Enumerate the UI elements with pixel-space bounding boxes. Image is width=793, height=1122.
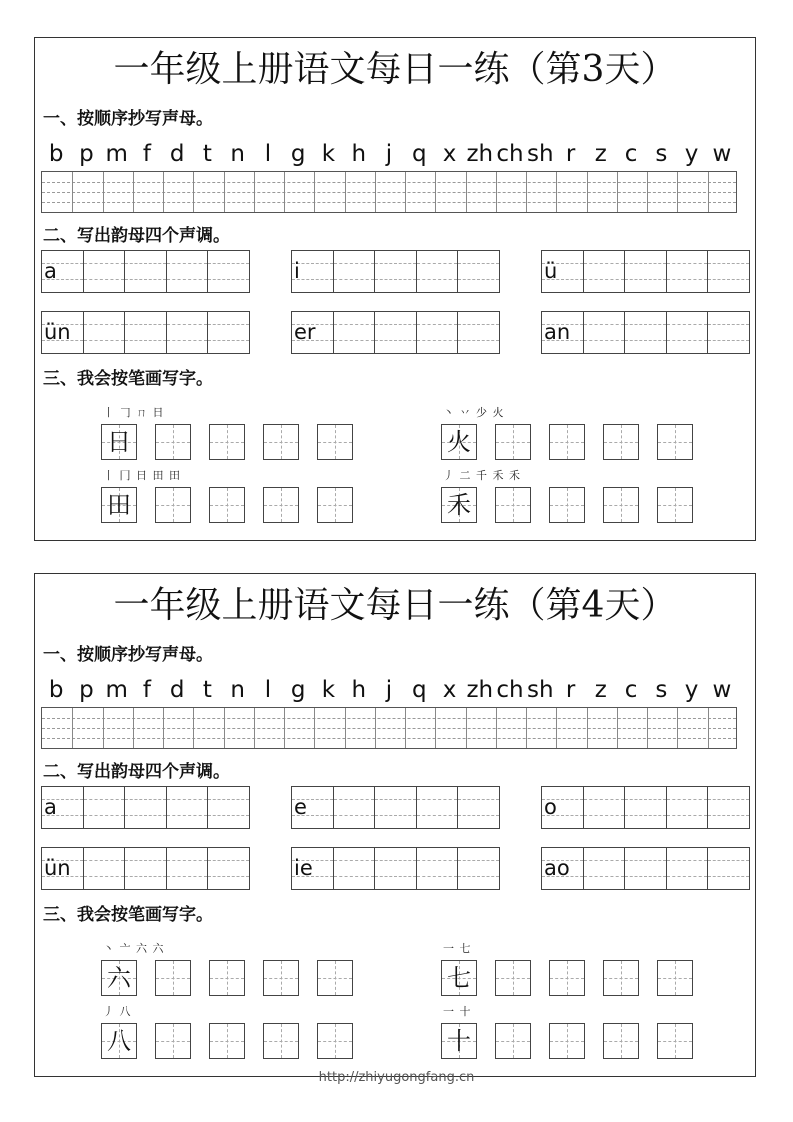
stroke-order-hint: 丶 丷 少 火 [443, 406, 505, 419]
character-practice-row [441, 424, 693, 462]
initial-letter: n [230, 141, 245, 167]
initial-letter: r [565, 677, 576, 703]
practice-box[interactable] [209, 424, 245, 460]
character-practice-row [441, 487, 693, 525]
practice-box[interactable] [155, 1023, 191, 1059]
worksheet-title: 一年级上册语文每日一练（第4天） [113, 585, 677, 626]
practice-box[interactable] [603, 1023, 639, 1059]
stroke-order-hint: 丶 亠 六 六 [103, 942, 165, 955]
initial-letter: c [624, 677, 638, 703]
model-character: 禾 [447, 491, 471, 519]
practice-box[interactable] [657, 960, 693, 996]
writing-cell[interactable] [207, 848, 249, 889]
practice-box[interactable] [657, 487, 693, 523]
writing-cell[interactable] [583, 251, 625, 292]
guide-line [42, 192, 736, 193]
model-character-box [101, 424, 137, 460]
section-2-heading: 二、写出韵母四个声调。 [43, 762, 230, 782]
model-character-box [101, 487, 137, 523]
column-divider [193, 708, 194, 748]
section-3-heading: 三、我会按笔画写字。 [43, 369, 213, 389]
column-divider [466, 172, 467, 212]
writing-cell[interactable] [124, 251, 166, 292]
initial-letter: g [290, 141, 306, 167]
writing-cell[interactable] [416, 787, 458, 828]
writing-cell[interactable] [166, 312, 208, 353]
writing-cell[interactable] [333, 787, 375, 828]
initial-letter: q [411, 677, 427, 703]
initial-letter: y [684, 141, 699, 167]
column-divider [496, 172, 497, 212]
practice-box[interactable] [495, 487, 531, 523]
model-character: 七 [447, 964, 471, 992]
model-character: 火 [447, 428, 471, 456]
initial-letter: d [169, 141, 185, 167]
writing-cell[interactable] [542, 787, 583, 828]
column-divider [133, 172, 134, 212]
column-divider [72, 172, 73, 212]
writing-cell[interactable] [333, 251, 375, 292]
model-character: 六 [107, 964, 131, 992]
initial-letter: zh [466, 141, 494, 167]
column-divider [556, 172, 557, 212]
initials-writing-lines[interactable] [41, 171, 737, 213]
model-character-box [441, 1023, 477, 1059]
writing-cell[interactable] [666, 251, 708, 292]
writing-cell[interactable] [292, 848, 333, 889]
vowel-label: ü [544, 259, 558, 283]
writing-cell[interactable] [207, 312, 249, 353]
guide-line [42, 202, 736, 203]
vowel-tone-grid[interactable] [541, 847, 750, 890]
writing-cell[interactable] [124, 787, 166, 828]
vowel-tone-grid[interactable] [41, 786, 250, 829]
column-divider [72, 708, 73, 748]
writing-cell[interactable] [583, 848, 625, 889]
practice-box[interactable] [317, 424, 353, 460]
worksheet-day-4 [34, 573, 756, 1077]
writing-cell[interactable] [42, 787, 83, 828]
vowel-label: ün [44, 320, 71, 344]
initial-letter: w [712, 141, 732, 167]
writing-cell[interactable] [624, 251, 666, 292]
practice-box[interactable] [155, 487, 191, 523]
writing-cell[interactable] [124, 312, 166, 353]
initial-letter: p [79, 677, 94, 703]
column-divider [345, 708, 346, 748]
footer-url: http://zhiyugongfang.cn [318, 1070, 475, 1085]
vowel-tone-grid[interactable] [291, 786, 500, 829]
column-divider [435, 708, 436, 748]
writing-cell[interactable] [707, 787, 749, 828]
initial-letter: z [594, 677, 607, 703]
vowel-label: a [44, 795, 57, 819]
column-divider [375, 172, 376, 212]
column-divider [587, 708, 588, 748]
stroke-order-hint: 一 十 [443, 1005, 472, 1018]
vowel-label: e [294, 795, 307, 819]
model-character-box [441, 424, 477, 460]
column-divider [708, 172, 709, 212]
writing-cell[interactable] [292, 787, 333, 828]
writing-cell[interactable] [542, 312, 583, 353]
column-divider [314, 708, 315, 748]
practice-box[interactable] [263, 960, 299, 996]
writing-cell[interactable] [83, 787, 125, 828]
model-character-box [441, 487, 477, 523]
initial-letter: s [655, 677, 668, 703]
initial-letter: f [142, 141, 151, 167]
practice-box[interactable] [549, 960, 585, 996]
column-divider [284, 708, 285, 748]
practice-box[interactable] [263, 487, 299, 523]
vowel-label: ün [44, 856, 71, 880]
writing-cell[interactable] [374, 787, 416, 828]
writing-cell[interactable] [166, 251, 208, 292]
initial-letter: m [105, 677, 128, 703]
practice-box[interactable] [495, 1023, 531, 1059]
vowel-tone-grid[interactable] [291, 847, 500, 890]
vowel-label: a [44, 259, 57, 283]
writing-cell[interactable] [624, 848, 666, 889]
initials-row [41, 675, 737, 705]
initial-letter: b [48, 677, 64, 703]
writing-cell[interactable] [583, 787, 625, 828]
column-divider [224, 172, 225, 212]
vowel-tone-grid[interactable] [541, 786, 750, 829]
practice-box[interactable] [155, 424, 191, 460]
vowel-tone-grid[interactable] [41, 250, 250, 293]
column-divider [405, 172, 406, 212]
column-divider [314, 172, 315, 212]
practice-box[interactable] [317, 1023, 353, 1059]
stroke-order-hint: 丿 二 千 禾 禾 [443, 469, 521, 482]
writing-cell[interactable] [666, 848, 708, 889]
worksheet-title: 一年级上册语文每日一练（第3天） [113, 49, 677, 90]
vowel-tone-grid[interactable] [291, 250, 500, 293]
column-divider [254, 172, 255, 212]
character-practice-row [441, 1023, 693, 1061]
writing-cell[interactable] [333, 848, 375, 889]
writing-cell[interactable] [374, 251, 416, 292]
writing-cell[interactable] [83, 848, 125, 889]
practice-box[interactable] [209, 960, 245, 996]
writing-cell[interactable] [207, 787, 249, 828]
model-character: 田 [107, 491, 131, 519]
column-divider [708, 708, 709, 748]
model-character: 日 [107, 428, 131, 456]
writing-cell[interactable] [124, 848, 166, 889]
column-divider [284, 172, 285, 212]
practice-box[interactable] [209, 1023, 245, 1059]
writing-cell[interactable] [42, 251, 83, 292]
vowel-label: er [294, 320, 316, 344]
practice-box[interactable] [657, 424, 693, 460]
character-practice-row [101, 487, 353, 525]
column-divider [405, 708, 406, 748]
guide-line [42, 182, 736, 183]
vowel-tone-grid[interactable] [541, 250, 750, 293]
column-divider [677, 172, 678, 212]
vowel-label: i [294, 259, 300, 283]
initial-letter: ch [496, 677, 524, 703]
vowel-tone-grid[interactable] [291, 311, 500, 354]
writing-cell[interactable] [83, 251, 125, 292]
practice-box[interactable] [657, 1023, 693, 1059]
column-divider [193, 172, 194, 212]
writing-cell[interactable] [457, 848, 499, 889]
writing-cell[interactable] [707, 251, 749, 292]
practice-box[interactable] [549, 1023, 585, 1059]
writing-cell[interactable] [707, 312, 749, 353]
initial-letter: h [351, 141, 367, 167]
writing-cell[interactable] [457, 787, 499, 828]
initial-letter: w [712, 677, 732, 703]
stroke-order-hint: 丨 𠃌 ㄇ 日 [103, 406, 165, 419]
practice-box[interactable] [603, 960, 639, 996]
character-practice-row [441, 960, 693, 998]
stroke-order-hint: 丿 八 [103, 1005, 132, 1018]
model-character: 八 [107, 1027, 131, 1055]
model-character-box [101, 1023, 137, 1059]
initial-letter: t [202, 677, 212, 703]
practice-box[interactable] [495, 960, 531, 996]
initial-letter: k [321, 677, 336, 703]
vowel-label: ao [544, 856, 570, 880]
character-practice-row [101, 424, 353, 462]
character-practice-row [101, 1023, 353, 1061]
writing-cell[interactable] [42, 848, 83, 889]
writing-cell[interactable] [42, 312, 83, 353]
practice-box[interactable] [155, 960, 191, 996]
initial-letter: f [142, 677, 151, 703]
initial-letter: j [385, 141, 393, 167]
writing-cell[interactable] [166, 848, 208, 889]
worksheet-day-3 [34, 37, 756, 541]
column-divider [254, 708, 255, 748]
column-divider [587, 172, 588, 212]
writing-cell[interactable] [83, 312, 125, 353]
initial-letter: b [48, 141, 64, 167]
initial-letter: sh [527, 141, 554, 167]
section-3-heading: 三、我会按笔画写字。 [43, 905, 213, 925]
writing-cell[interactable] [374, 312, 416, 353]
vowel-tone-grid[interactable] [41, 311, 250, 354]
column-divider [133, 708, 134, 748]
writing-cell[interactable] [416, 312, 458, 353]
initial-letter: s [655, 141, 668, 167]
column-divider [526, 708, 527, 748]
writing-cell[interactable] [707, 848, 749, 889]
writing-cell[interactable] [624, 312, 666, 353]
practice-box[interactable] [549, 487, 585, 523]
guide-line [42, 728, 736, 729]
writing-cell[interactable] [583, 312, 625, 353]
initial-letter: z [594, 141, 607, 167]
stroke-order-hint: 丨 冂 日 田 田 [103, 469, 181, 482]
initial-letter: x [442, 141, 457, 167]
writing-cell[interactable] [166, 787, 208, 828]
column-divider [435, 172, 436, 212]
section-1-heading: 一、按顺序抄写声母。 [43, 645, 213, 665]
practice-box[interactable] [603, 487, 639, 523]
writing-cell[interactable] [207, 251, 249, 292]
initial-letter: k [321, 141, 336, 167]
initial-letter: l [264, 677, 272, 703]
vowel-label: ie [294, 856, 313, 880]
writing-cell[interactable] [666, 312, 708, 353]
column-divider [647, 708, 648, 748]
initial-letter: l [264, 141, 272, 167]
column-divider [466, 708, 467, 748]
column-divider [163, 172, 164, 212]
initials-row [41, 139, 737, 169]
practice-box[interactable] [209, 487, 245, 523]
column-divider [224, 708, 225, 748]
writing-cell[interactable] [416, 848, 458, 889]
initials-writing-lines[interactable] [41, 707, 737, 749]
practice-box[interactable] [603, 424, 639, 460]
column-divider [677, 708, 678, 748]
column-divider [526, 172, 527, 212]
model-character: 十 [447, 1027, 471, 1055]
vowel-label: an [544, 320, 571, 344]
practice-box[interactable] [549, 424, 585, 460]
model-character-box [101, 960, 137, 996]
initial-letter: m [105, 141, 128, 167]
model-character-box [441, 960, 477, 996]
initial-letter: q [411, 141, 427, 167]
column-divider [375, 708, 376, 748]
writing-cell[interactable] [542, 848, 583, 889]
initial-letter: n [230, 677, 245, 703]
initial-letter: g [290, 677, 306, 703]
column-divider [556, 708, 557, 748]
column-divider [617, 172, 618, 212]
section-2-heading: 二、写出韵母四个声调。 [43, 226, 230, 246]
writing-cell[interactable] [666, 787, 708, 828]
column-divider [496, 708, 497, 748]
initial-letter: t [202, 141, 212, 167]
vowel-tone-grid[interactable] [41, 847, 250, 890]
stroke-order-hint: 一 七 [443, 942, 472, 955]
writing-cell[interactable] [292, 251, 333, 292]
initial-letter: ch [496, 141, 524, 167]
initial-letter: h [351, 677, 367, 703]
column-divider [163, 708, 164, 748]
column-divider [345, 172, 346, 212]
section-1-heading: 一、按顺序抄写声母。 [43, 109, 213, 129]
writing-cell[interactable] [457, 312, 499, 353]
initial-letter: p [79, 141, 94, 167]
column-divider [617, 708, 618, 748]
writing-cell[interactable] [457, 251, 499, 292]
writing-cell[interactable] [333, 312, 375, 353]
initial-letter: x [442, 677, 457, 703]
writing-cell[interactable] [624, 787, 666, 828]
practice-box[interactable] [317, 487, 353, 523]
initial-letter: c [624, 141, 638, 167]
practice-box[interactable] [317, 960, 353, 996]
initial-letter: j [385, 677, 393, 703]
initial-letter: r [565, 141, 576, 167]
guide-line [42, 738, 736, 739]
character-practice-row [101, 960, 353, 998]
column-divider [103, 708, 104, 748]
practice-box[interactable] [263, 1023, 299, 1059]
initial-letter: d [169, 677, 185, 703]
vowel-tone-grid[interactable] [541, 311, 750, 354]
vowel-label: o [544, 795, 557, 819]
column-divider [647, 172, 648, 212]
column-divider [103, 172, 104, 212]
initial-letter: zh [466, 677, 494, 703]
practice-box[interactable] [495, 424, 531, 460]
initial-letter: sh [527, 677, 554, 703]
writing-cell[interactable] [542, 251, 583, 292]
writing-cell[interactable] [374, 848, 416, 889]
practice-box[interactable] [263, 424, 299, 460]
initial-letter: y [684, 677, 699, 703]
writing-cell[interactable] [416, 251, 458, 292]
guide-line [42, 718, 736, 719]
writing-cell[interactable] [292, 312, 333, 353]
